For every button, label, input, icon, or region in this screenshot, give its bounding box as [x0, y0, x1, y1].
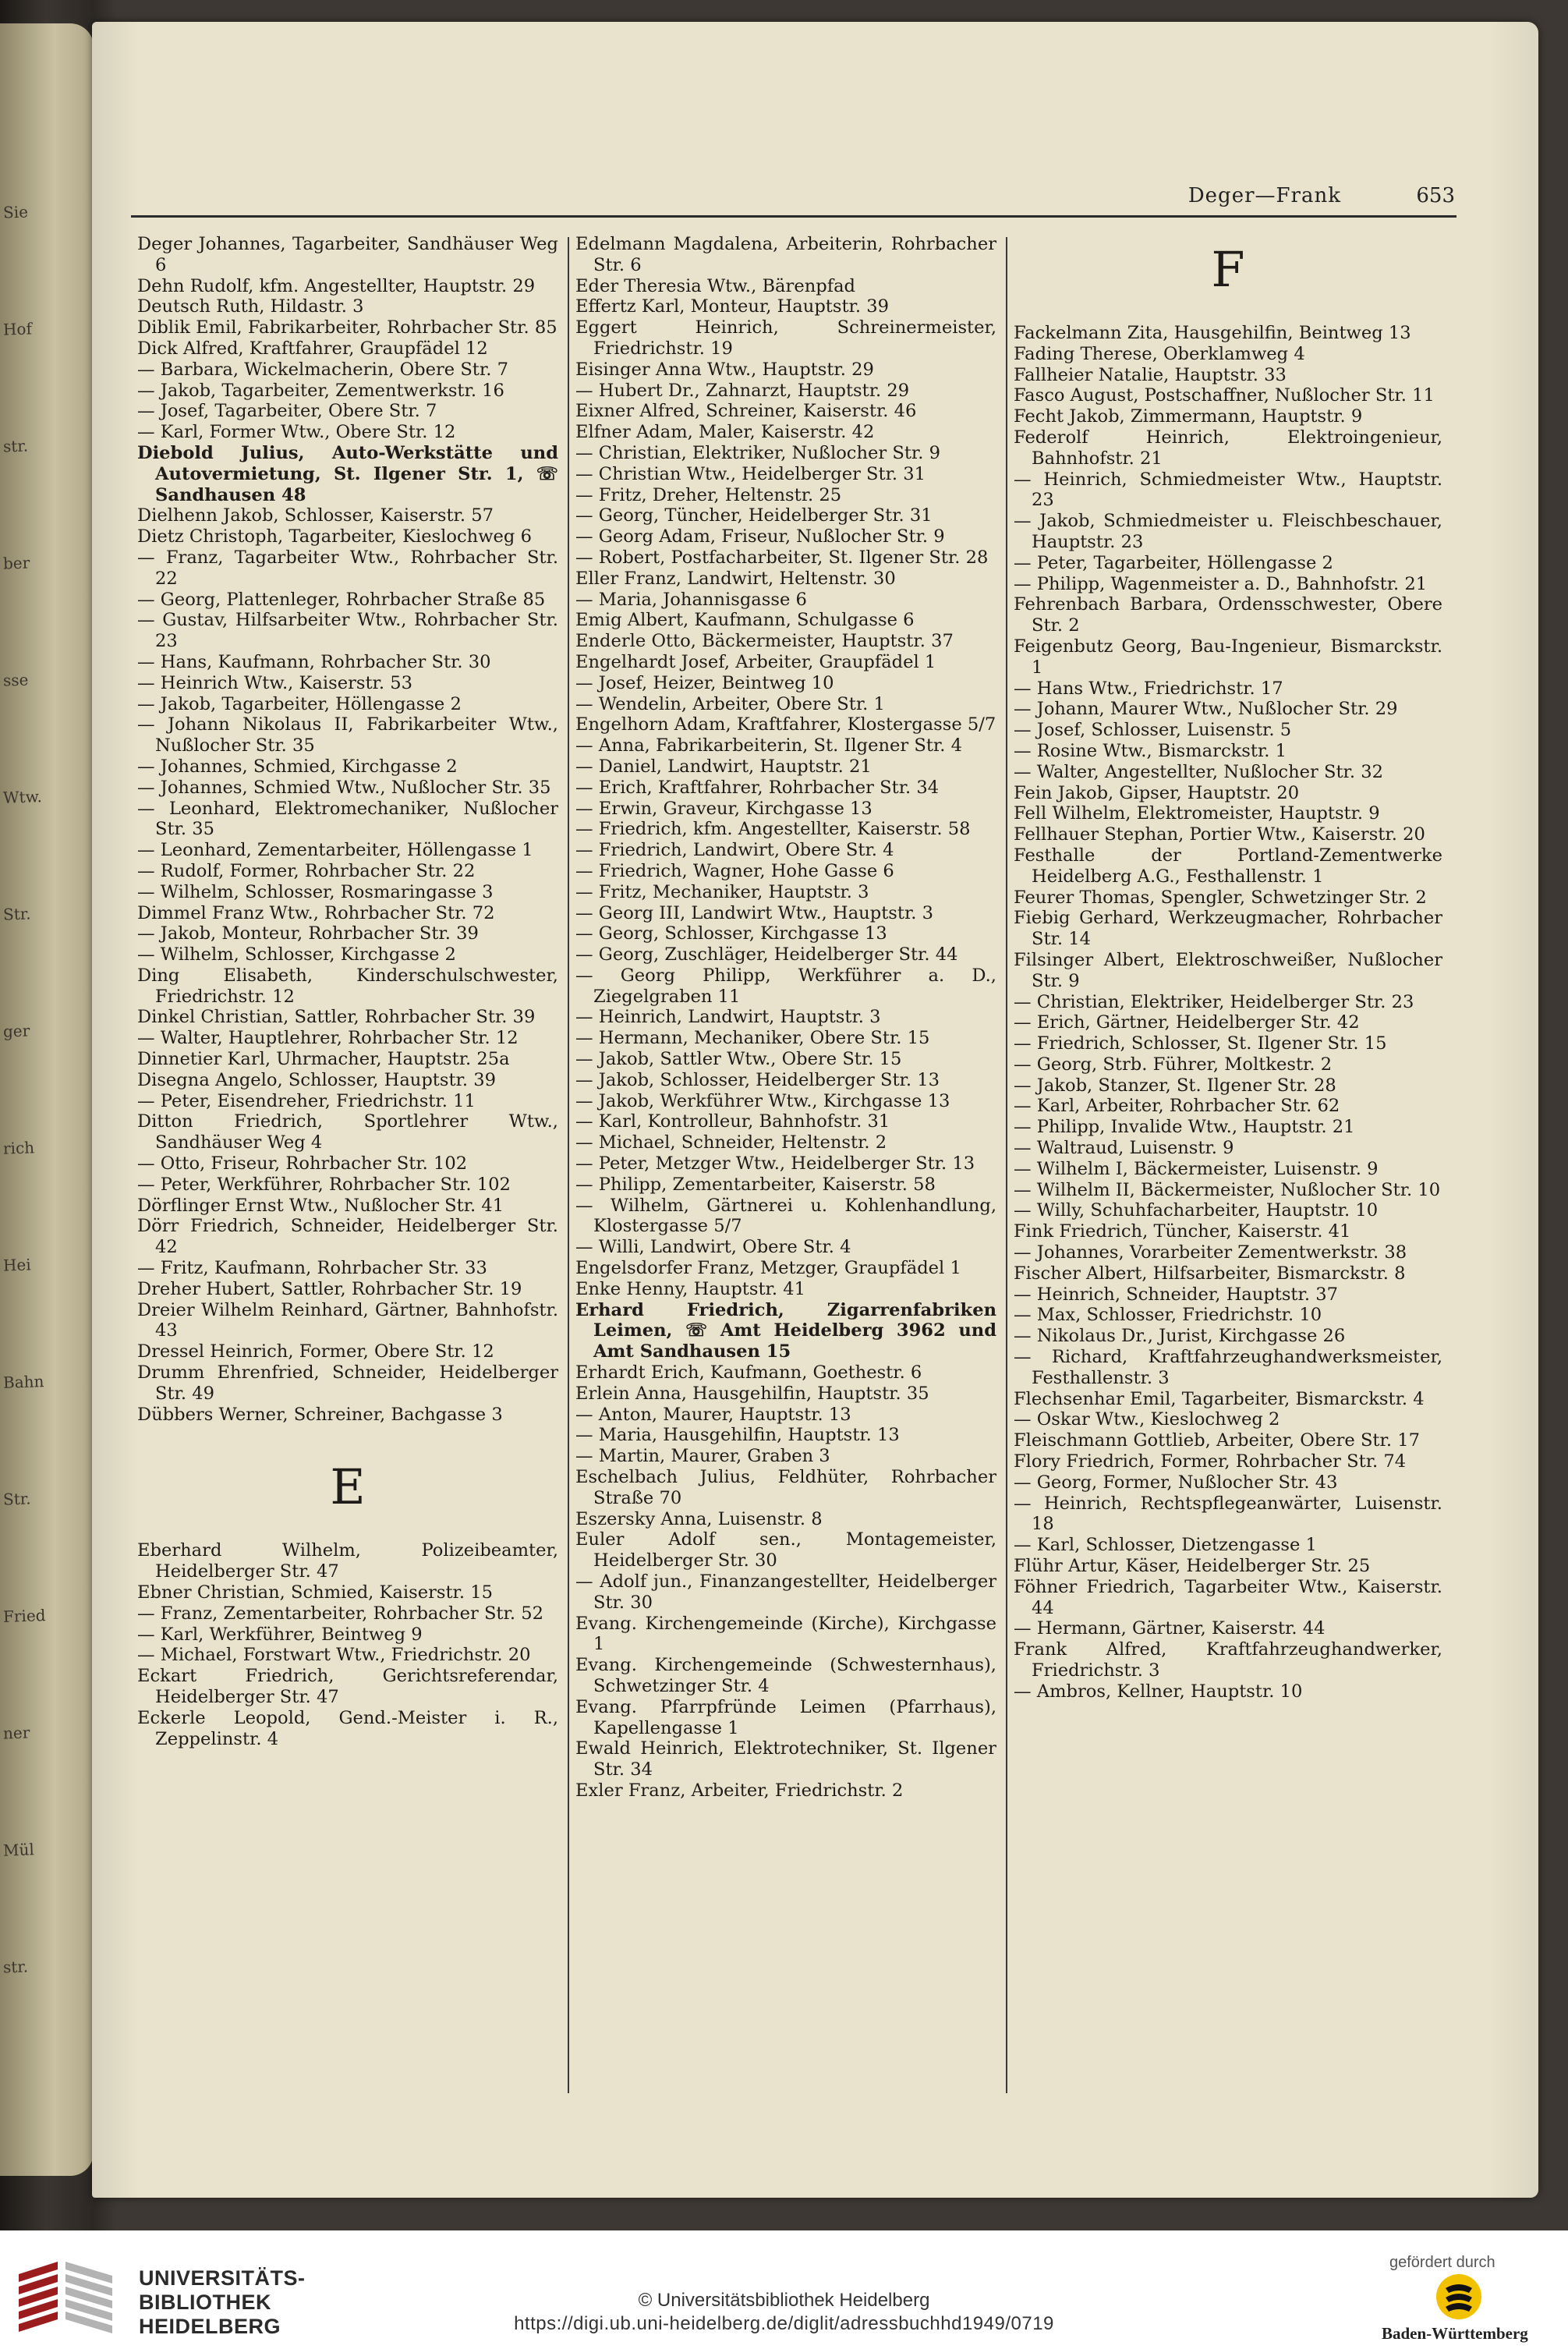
directory-entry: Evang. Kirchengemeinde (Kirche), Kirchgasse 1 — [575, 1613, 996, 1655]
directory-entry: Feigenbutz Georg, Bau-Ingenieur, Bismarckstr. 1 — [1014, 636, 1442, 678]
source-url[interactable]: https://digi.ub.uni-heidelberg.de/diglit/adressbuchhd1949/0719 — [514, 2313, 1054, 2334]
directory-entry: — Rudolf, Former, Rohrbacher Str. 22 — [137, 860, 476, 881]
directory-entry: Filsinger Albert, Elektroschweißer, Nußlocher Str. 9 — [1014, 949, 1442, 991]
directory-entry: — Christian, Elektriker, Heidelberger Str. 23 — [1014, 991, 1414, 1012]
previous-page-fragment: Str. — [2, 904, 31, 924]
directory-entry: — Walter, Angestellter, Nußlocher Str. 32 — [1014, 761, 1383, 782]
directory-entry: Diblik Emil, Fabrikarbeiter, Rohrbacher Str. 85 — [137, 317, 557, 338]
previous-page-fragment: Mül — [2, 1840, 35, 1860]
directory-entry: Emig Albert, Kaufmann, Schulgasse 6 — [575, 610, 915, 631]
directory-entry: Fink Friedrich, Tüncher, Kaiserstr. 41 — [1014, 1221, 1351, 1242]
directory-entry: — Heinrich, Rechtspflegeanwärter, Luisenstr. 18 — [1014, 1493, 1442, 1535]
directory-entry: — Oskar Wtw., Kieslochweg 2 — [1014, 1409, 1280, 1430]
page-number: 653 — [1416, 184, 1455, 207]
running-head-title: Deger—Frank — [1188, 184, 1341, 207]
directory-entry: — Karl, Former Wtw., Obere Str. 12 — [137, 422, 456, 443]
directory-entry: Fackelmann Zita, Hausgehilfin, Beintweg 13 — [1014, 323, 1411, 343]
directory-entry: — Georg, Zuschläger, Heidelberger Str. 44 — [575, 944, 958, 965]
directory-entry: Flory Friedrich, Former, Rohrbacher Str. 74 — [1014, 1451, 1407, 1472]
directory-entry: — Georg, Tüncher, Heidelberger Str. 31 — [575, 505, 933, 526]
directory-entry: — Leonhard, Zementarbeiter, Höllengasse 1 — [137, 840, 533, 861]
previous-page-fragment: rich — [2, 1138, 35, 1158]
directory-entry: Federolf Heinrich, Elektroingenieur, Bahnhofstr. 21 — [1014, 427, 1442, 469]
directory-entry: Evang. Kirchengemeinde (Schwesternhaus), Schwetzinger Str. 4 — [575, 1655, 996, 1696]
library-name-line: BIBLIOTHEK — [139, 2291, 271, 2314]
previous-page-fragment: str. — [2, 436, 29, 456]
directory-entry: Feurer Thomas, Spengler, Schwetzinger Str. 2 — [1014, 887, 1427, 908]
directory-entry: — Walter, Hauptlehrer, Rohrbacher Str. 12 — [137, 1028, 519, 1049]
directory-entry: Edelmann Magdalena, Arbeiterin, Rohrbacher Str. 6 — [575, 234, 996, 275]
sponsor-name: Baden-Württemberg — [1382, 2324, 1528, 2343]
directory-entry: — Georg, Plattenleger, Rohrbacher Straße 85 — [137, 589, 546, 610]
directory-entry: — Jakob, Werkführer Wtw., Kirchgasse 13 — [575, 1090, 950, 1111]
directory-entry: Eckerle Leopold, Gend.-Meister i. R., Zeppelinstr. 4 — [137, 1707, 558, 1749]
directory-entry: Eder Theresia Wtw., Bärenpfad — [575, 275, 856, 296]
directory-entry: — Johann, Maurer Wtw., Nußlocher Str. 29 — [1014, 699, 1398, 720]
directory-entry: — Johannes, Schmied Wtw., Nußlocher Str. 35 — [137, 777, 551, 798]
directory-entry: — Peter, Eisendreher, Friedrichstr. 11 — [137, 1090, 476, 1111]
directory-entry: Engelhardt Josef, Arbeiter, Graupfädel 1 — [575, 651, 936, 672]
previous-page-fragment: Fried — [2, 1606, 46, 1626]
directory-entry: Engelsdorfer Franz, Metzger, Graupfädel 1 — [575, 1258, 961, 1279]
header-rule — [131, 215, 1457, 218]
directory-entry: Euler Adolf sen., Montagemeister, Heidelberger Str. 30 — [575, 1529, 996, 1571]
directory-entry: Eggert Heinrich, Schreinermeister, Friedrichstr. 19 — [575, 317, 996, 359]
directory-entry: — Karl, Werkführer, Beintweg 9 — [137, 1624, 423, 1645]
directory-entry: — Friedrich, Wagner, Hohe Gasse 6 — [575, 860, 894, 881]
column-1 — [137, 234, 558, 1749]
directory-entry: Flechsenhar Emil, Tagarbeiter, Bismarckstr. 4 — [1014, 1388, 1425, 1409]
section-letter: F — [1211, 241, 1245, 298]
directory-entry: Elfner Adam, Maler, Kaiserstr. 42 — [575, 422, 875, 443]
footer — [0, 2230, 1568, 2349]
directory-entry: — Heinrich, Schmiedmeister Wtw., Hauptstr. 23 — [1014, 469, 1442, 511]
directory-entry: Dehn Rudolf, kfm. Angestellter, Hauptstr. 29 — [137, 275, 536, 296]
directory-entry: — Jakob, Monteur, Rohrbacher Str. 39 — [137, 923, 479, 944]
directory-entry: Dinkel Christian, Sattler, Rohrbacher Str. 39 — [137, 1007, 536, 1028]
directory-entry: — Josef, Tagarbeiter, Obere Str. 7 — [137, 401, 437, 422]
directory-entry: Dörflinger Ernst Wtw., Nußlocher Str. 41 — [137, 1195, 504, 1216]
directory-entry: — Georg III, Landwirt Wtw., Hauptstr. 3 — [575, 902, 934, 923]
directory-entry: Ding Elisabeth, Kinderschulschwester, Friedrichstr. 12 — [137, 965, 558, 1007]
directory-entry: Dietz Christoph, Tagarbeiter, Kieslochweg 6 — [137, 526, 532, 547]
directory-entry: Drumm Ehrenfried, Schneider, Heidelberger Str. 49 — [137, 1362, 558, 1404]
directory-entry: — Erwin, Graveur, Kirchgasse 13 — [575, 798, 872, 819]
previous-page-edge — [0, 23, 94, 2176]
directory-entry: Frank Alfred, Kraftfahrzeughandwerker, Friedrichstr. 3 — [1014, 1639, 1442, 1681]
directory-entry: Eckart Friedrich, Gerichtsreferendar, Heidelberger Str. 47 — [137, 1666, 558, 1707]
directory-entry: — Gustav, Hilfsarbeiter Wtw., Rohrbacher Str. 23 — [137, 610, 558, 652]
directory-entry: — Georg, Former, Nußlocher Str. 43 — [1014, 1472, 1338, 1493]
directory-entry: — Wilhelm, Schlosser, Kirchgasse 2 — [137, 944, 456, 965]
directory-entry: — Johannes, Vorarbeiter Zementwerkstr. 38 — [1014, 1242, 1407, 1263]
directory-entry: — Ambros, Kellner, Hauptstr. 10 — [1014, 1681, 1303, 1702]
directory-entry: — Christian Wtw., Heidelberger Str. 31 — [575, 463, 926, 484]
directory-entry: Eixner Alfred, Schreiner, Kaiserstr. 46 — [575, 401, 917, 422]
directory-entry: — Johannes, Schmied, Kirchgasse 2 — [137, 756, 458, 777]
copyright-notice: © Universitätsbibliothek Heidelberg — [638, 2290, 930, 2311]
directory-entry: — Hans Wtw., Friedrichstr. 17 — [1014, 678, 1283, 699]
directory-entry: — Josef, Schlosser, Luisenstr. 5 — [1014, 720, 1292, 741]
directory-entry: — Friedrich, Schlosser, St. Ilgener Str. 15 — [1014, 1033, 1387, 1054]
directory-entry: — Georg, Schlosser, Kirchgasse 13 — [575, 923, 887, 944]
directory-entry: Evang. Pfarrpfründe Leimen (Pfarrhaus), Kapellengasse 1 — [575, 1696, 996, 1738]
directory-entry: Erhardt Erich, Kaufmann, Goethestr. 6 — [575, 1362, 922, 1384]
directory-entry: — Maria, Hausgehilfin, Hauptstr. 13 — [575, 1425, 900, 1446]
directory-entry: — Friedrich, Landwirt, Obere Str. 4 — [575, 840, 894, 861]
directory-entry: Fasco August, Postschaffner, Nußlocher Str. 11 — [1014, 385, 1435, 406]
directory-entry: — Josef, Heizer, Beintweg 10 — [575, 672, 834, 693]
directory-entry: — Otto, Friseur, Rohrbacher Str. 102 — [137, 1153, 468, 1174]
previous-page-fragment: Sie — [2, 202, 29, 222]
directory-entry: Eschelbach Julius, Feldhüter, Rohrbacher Straße 70 — [575, 1467, 996, 1508]
previous-page-fragment: Bahn — [2, 1372, 44, 1392]
directory-entry: — Waltraud, Luisenstr. 9 — [1014, 1138, 1234, 1159]
directory-entry: Effertz Karl, Monteur, Hauptstr. 39 — [575, 296, 889, 317]
directory-entry: — Jakob, Schmiedmeister u. Fleischbeschauer, Hauptstr. 23 — [1014, 511, 1442, 552]
directory-entry: — Wilhelm, Schlosser, Rosmaringasse 3 — [137, 881, 494, 902]
directory-entry: Dressel Heinrich, Former, Obere Str. 12 — [137, 1341, 494, 1362]
directory-entry: Ditton Friedrich, Sportlehrer Wtw., Sandhäuser Weg 4 — [137, 1111, 558, 1153]
directory-entry: — Peter, Tagarbeiter, Höllengasse 2 — [1014, 552, 1333, 573]
directory-entry: — Erich, Kraftfahrer, Rohrbacher Str. 34 — [575, 777, 940, 798]
directory-entry: — Philipp, Wagenmeister a. D., Bahnhofstr. 21 — [1014, 573, 1428, 594]
directory-entry: Dinnetier Karl, Uhrmacher, Hauptstr. 25a — [137, 1049, 510, 1070]
directory-entry: — Jakob, Stanzer, St. Ilgener Str. 28 — [1014, 1075, 1336, 1096]
directory-entry: Erlein Anna, Hausgehilfin, Hauptstr. 35 — [575, 1383, 929, 1404]
directory-entry: Fecht Jakob, Zimmermann, Hauptstr. 9 — [1014, 406, 1363, 427]
directory-entry: — Leonhard, Elektromechaniker, Nußlocher Str. 35 — [137, 798, 558, 840]
directory-entry: — Philipp, Invalide Wtw., Hauptstr. 21 — [1014, 1117, 1355, 1138]
directory-entry: Eszersky Anna, Luisenstr. 8 — [575, 1508, 823, 1529]
directory-entry: Fallheier Natalie, Hauptstr. 33 — [1014, 364, 1287, 385]
sponsor-caption: gefördert durch — [1389, 2254, 1495, 2271]
directory-entry: — Michael, Schneider, Heltenstr. 2 — [575, 1132, 887, 1153]
previous-page-fragment: ner — [2, 1723, 30, 1743]
directory-entry: — Wilhelm I, Bäckermeister, Luisenstr. 9 — [1014, 1158, 1379, 1179]
directory-entry: — Christian, Elektriker, Nußlocher Str. 9 — [575, 442, 940, 463]
directory-entry: — Jakob, Tagarbeiter, Zementwerkstr. 16 — [137, 380, 504, 401]
directory-entry: — Friedrich, kfm. Angestellter, Kaiserstr. 58 — [575, 819, 971, 840]
directory-entry: — Jakob, Tagarbeiter, Höllengasse 2 — [137, 693, 462, 714]
directory-entry: — Franz, Zementarbeiter, Rohrbacher Str. 52 — [137, 1603, 543, 1624]
directory-entry: Fading Therese, Oberklamweg 4 — [1014, 343, 1305, 364]
directory-entry: — Barbara, Wickelmacherin, Obere Str. 7 — [137, 359, 508, 380]
directory-entry: — Max, Schlosser, Friedrichstr. 10 — [1014, 1305, 1322, 1326]
column-divider — [568, 237, 569, 2093]
directory-entry: Fiebig Gerhard, Werkzeugmacher, Rohrbacher Str. 14 — [1014, 908, 1442, 950]
directory-entry: — Karl, Kontrolleur, Bahnhofstr. 31 — [575, 1111, 890, 1132]
directory-entry: Engelhorn Adam, Kraftfahrer, Klostergasse 5/7 — [575, 714, 996, 735]
directory-entry: Exler Franz, Arbeiter, Friedrichstr. 2 — [575, 1780, 904, 1801]
directory-entry: Fell Wilhelm, Elektromeister, Hauptstr. 9 — [1014, 803, 1380, 824]
library-name-line: HEIDELBERG — [139, 2315, 281, 2338]
column-divider — [1006, 237, 1007, 2093]
directory-entry: — Georg, Strb. Führer, Moltkestr. 2 — [1014, 1054, 1333, 1075]
directory-entry: Ebner Christian, Schmied, Kaiserstr. 15 — [137, 1582, 493, 1603]
section-letter: E — [330, 1458, 366, 1516]
library-name-line: UNIVERSITÄTS- — [139, 2266, 306, 2290]
directory-entry: Enke Henny, Hauptstr. 41 — [575, 1278, 805, 1299]
directory-entry: Deger Johannes, Tagarbeiter, Sandhäuser Weg 6 — [137, 234, 558, 275]
directory-entry: Fellhauer Stephan, Portier Wtw., Kaiserstr. 20 — [1014, 824, 1425, 845]
directory-entry: — Heinrich, Landwirt, Hauptstr. 3 — [575, 1007, 881, 1028]
directory-entry: Fischer Albert, Hilfsarbeiter, Bismarckstr. 8 — [1014, 1263, 1406, 1284]
directory-entry: Fehrenbach Barbara, Ordensschwester, Obere Str. 2 — [1014, 594, 1442, 636]
previous-page-fragment: Str. — [2, 1489, 31, 1509]
directory-entry: — Willi, Landwirt, Obere Str. 4 — [575, 1237, 851, 1258]
directory-entry: — Adolf jun., Finanzangestellter, Heidelberger Str. 30 — [575, 1571, 996, 1613]
directory-entry: — Wilhelm, Gärtnerei u. Kohlenhandlung, Klostergasse 5/7 — [575, 1195, 996, 1237]
directory-entry: Deutsch Ruth, Hildastr. 3 — [137, 296, 364, 317]
directory-entry: Dübbers Werner, Schreiner, Bachgasse 3 — [137, 1404, 503, 1425]
directory-entry: Eberhard Wilhelm, Polizeibeamter, Heidelberger Str. 47 — [137, 1540, 558, 1582]
directory-entry: Flühr Artur, Käser, Heidelberger Str. 25 — [1014, 1556, 1371, 1577]
previous-page-fragment: str. — [2, 1957, 29, 1977]
directory-entry: — Wendelin, Arbeiter, Obere Str. 1 — [575, 693, 885, 714]
directory-entry: — Karl, Schlosser, Dietzengasse 1 — [1014, 1535, 1317, 1556]
directory-entry: — Hermann, Gärtner, Kaiserstr. 44 — [1014, 1618, 1326, 1639]
directory-entry: — Georg Adam, Friseur, Nußlocher Str. 9 — [575, 526, 945, 547]
directory-entry: — Fritz, Mechaniker, Hauptstr. 3 — [575, 881, 869, 902]
directory-entry: Dimmel Franz Wtw., Rohrbacher Str. 72 — [137, 902, 495, 923]
directory-entry: — Robert, Postfacharbeiter, St. Ilgener Str. 28 — [575, 547, 989, 568]
previous-page-fragment: Hof — [2, 319, 33, 339]
directory-entry: — Peter, Werkführer, Rohrbacher Str. 102 — [137, 1174, 511, 1195]
directory-entry: — Maria, Johannisgasse 6 — [575, 589, 807, 610]
previous-page-fragment: ger — [2, 1021, 30, 1041]
directory-entry: — Anna, Fabrikarbeiterin, St. Ilgener Str. 4 — [575, 735, 962, 756]
directory-entry: — Rosine Wtw., Bismarckstr. 1 — [1014, 740, 1287, 761]
directory-entry: Dörr Friedrich, Schneider, Heidelberger Str. 42 — [137, 1216, 558, 1258]
directory-entry: Eisinger Anna Wtw., Hauptstr. 29 — [575, 359, 874, 380]
directory-entry: — Fritz, Kaufmann, Rohrbacher Str. 33 — [137, 1258, 487, 1279]
directory-entry: Föhner Friedrich, Tagarbeiter Wtw., Kaiserstr. 44 — [1014, 1576, 1442, 1618]
directory-entry: — Karl, Arbeiter, Rohrbacher Str. 62 — [1014, 1096, 1340, 1117]
directory-entry: — Martin, Maurer, Graben 3 — [575, 1446, 830, 1467]
directory-entry: — Franz, Tagarbeiter Wtw., Rohrbacher Str. 22 — [137, 547, 558, 589]
previous-page-fragment: ber — [2, 553, 30, 573]
directory-entry: — Georg Philipp, Werkführer a. D., Ziegelgraben 11 — [575, 965, 996, 1007]
column-2 — [575, 234, 996, 1802]
directory-entry: — Wilhelm II, Bäckermeister, Nußlocher Str. 10 — [1014, 1179, 1441, 1200]
directory-entry: — Nikolaus Dr., Jurist, Kirchgasse 26 — [1014, 1326, 1346, 1347]
previous-page-fragment: Hei — [2, 1255, 32, 1275]
previous-page-fragment: Wtw. — [2, 787, 43, 807]
directory-entry: — Philipp, Zementarbeiter, Kaiserstr. 58 — [575, 1174, 936, 1195]
state-coat-of-arms-icon — [1435, 2273, 1483, 2321]
directory-entry: Dreher Hubert, Sattler, Rohrbacher Str. 19 — [137, 1278, 522, 1299]
directory-entry: — Hubert Dr., Zahnarzt, Hauptstr. 29 — [575, 380, 910, 401]
directory-entry: Fein Jakob, Gipser, Hauptstr. 20 — [1014, 782, 1300, 803]
directory-entry: — Jakob, Schlosser, Heidelberger Str. 13 — [575, 1069, 940, 1090]
directory-entry: Festhalle der Portland-Zementwerke Heidelberg A.G., Festhallenstr. 1 — [1014, 845, 1442, 887]
directory-entry: — Peter, Metzger Wtw., Heidelberger Str. 13 — [575, 1153, 975, 1174]
directory-entry: Ewald Heinrich, Elektrotechniker, St. Ilgener Str. 34 — [575, 1738, 996, 1780]
directory-entry: Fleischmann Gottlieb, Arbeiter, Obere Str. 17 — [1014, 1430, 1420, 1451]
directory-entry-highlighted: Erhard Friedrich, Zigarrenfabriken Leimen, ☏ Amt Heidelberg 3962 und Amt Sandhausen 15 — [575, 1299, 996, 1362]
directory-entry: Dreier Wilhelm Reinhard, Gärtner, Bahnhofstr. 43 — [137, 1299, 558, 1341]
directory-entry: Eller Franz, Landwirt, Heltenstr. 30 — [575, 568, 896, 589]
directory-entry: — Jakob, Sattler Wtw., Obere Str. 15 — [575, 1049, 902, 1070]
running-head — [137, 184, 1455, 211]
directory-entry: Disegna Angelo, Schlosser, Hauptstr. 39 — [137, 1069, 496, 1090]
directory-entry: Enderle Otto, Bäckermeister, Hauptstr. 37 — [575, 631, 954, 652]
directory-entry: Dielhenn Jakob, Schlosser, Kaiserstr. 57 — [137, 505, 494, 526]
directory-entry: — Willy, Schuhfacharbeiter, Hauptstr. 10 — [1014, 1200, 1379, 1221]
directory-entry: — Hermann, Mechaniker, Obere Str. 15 — [575, 1028, 930, 1049]
column-3 — [1014, 234, 1442, 1702]
directory-entry: — Hans, Kaufmann, Rohrbacher Str. 30 — [137, 651, 491, 672]
directory-entry: — Erich, Gärtner, Heidelberger Str. 42 — [1014, 1012, 1360, 1033]
directory-entry: — Michael, Forstwart Wtw., Friedrichstr. 20 — [137, 1645, 531, 1666]
previous-page-fragment: sse — [2, 670, 29, 690]
directory-entry: — Daniel, Landwirt, Hauptstr. 21 — [575, 756, 872, 777]
directory-entry: — Anton, Maurer, Hauptstr. 13 — [575, 1404, 851, 1425]
directory-entry: — Heinrich Wtw., Kaiserstr. 53 — [137, 672, 412, 693]
directory-entry: — Richard, Kraftfahrzeughandwerksmeister, Festhallenstr. 3 — [1014, 1347, 1442, 1388]
directory-entry: — Johann Nikolaus II, Fabrikarbeiter Wtw., Nußlocher Str. 35 — [137, 714, 558, 756]
directory-entry: — Heinrich, Schneider, Hauptstr. 37 — [1014, 1284, 1338, 1305]
directory-entry: Dick Alfred, Kraftfahrer, Graupfädel 12 — [137, 338, 488, 359]
directory-entry: — Fritz, Dreher, Heltenstr. 25 — [575, 484, 842, 505]
directory-entry-highlighted: Diebold Julius, Auto-Werkstätte und Autovermietung, St. Ilgener Str. 1, ☏ Sandhausen 48 — [137, 442, 558, 505]
